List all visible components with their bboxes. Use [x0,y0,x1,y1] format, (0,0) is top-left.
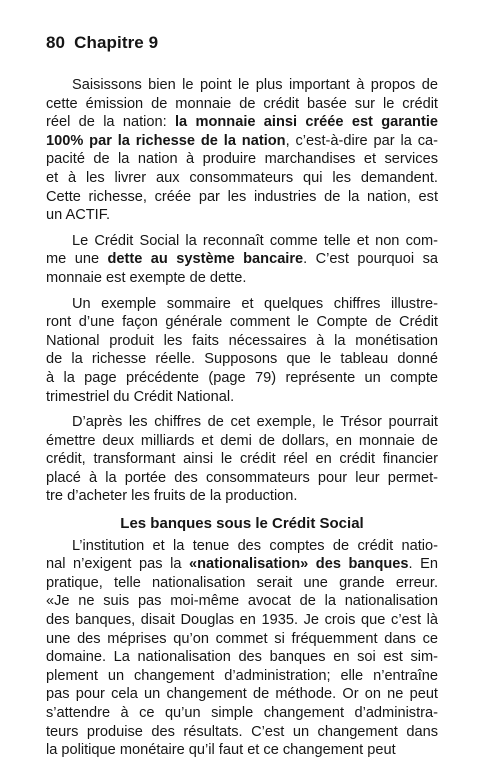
text-line [46,206,438,225]
paragraph [46,76,438,225]
text-line [46,313,438,332]
text-run: émettre deux milliards et demi de dollars, en monnaie de [46,432,438,449]
text-line [46,369,438,388]
section-heading: Les banques sous le Crédit Social [120,515,364,533]
text-line [46,413,438,432]
text-line [46,667,438,686]
text-run: pacité de la nation à produire marchandises et services [46,151,438,168]
text-line [46,76,438,95]
text-run: de la richesse réelle. Supposons que le tableau donné [46,351,438,368]
text-line [46,469,438,488]
text-line [46,432,438,451]
text-run: la politique monétaire qu’il faut et ce changement peut [46,742,396,759]
text-line [46,537,438,556]
text-run: . C’est pourquoi sa [303,251,438,268]
text-run: placé à la portée des consommateurs pour leur permet- [46,469,438,486]
text-run: ront d’une façon générale comment le Compte de Crédit [46,314,438,331]
text-line [46,648,438,667]
text-line [46,487,438,506]
text-run: Cette richesse, créée par les industries de la nation, est [46,188,438,205]
text-run: teurs produise des résultats. C’est un changement dans [46,723,438,740]
text-run: crédit, transformant ainsi le crédit réel en crédit financier [46,451,438,468]
text-line [46,555,438,574]
text-line [46,350,438,369]
text-run: nal n’exigent pas la [46,556,190,573]
text-line [46,232,438,251]
text-line [46,332,438,351]
paragraph [46,295,438,407]
running-header [46,33,158,53]
text-run: L’institution et la tenue des comptes de crédit natio- [72,537,438,554]
text-run: cette émission de monnaie de crédit basée sur le crédit [46,95,438,112]
text-line [46,150,438,169]
text-run: domaine. La nationalisation des banques en soi est sim- [46,649,438,666]
text-run: me une [46,251,108,268]
text-line [46,630,438,649]
text-run: D’après les chiffres de cet exemple, le Trésor pourrait [72,414,438,431]
text-line [46,592,438,611]
text-line [46,113,438,132]
text-line [46,741,438,760]
text-run: , c’est-à-dire par la ca- [285,132,438,149]
text-line [46,250,438,269]
bold-text: «nationalisation» des banques [189,556,409,573]
text-line [46,388,438,407]
page-number: 80 [46,33,66,52]
text-run: réel de la nation: [46,114,175,131]
text-line [46,269,438,288]
paragraph [46,232,438,288]
text-run: une des méprises qu’on commet si fréquemment dans ce [46,630,438,647]
text-line [46,132,438,151]
text-line [46,704,438,723]
text-run: National produit les faits nécessaires à la monétisation [46,332,438,349]
text-run: Saisissons bien le point le plus important à propos de [72,77,438,93]
bold-text: 100% par la richesse de la nation [46,132,286,149]
text-line [46,574,438,593]
text-line [46,685,438,704]
text-line [46,295,438,314]
paragraph [46,413,438,506]
bold-text: la monnaie ainsi créée est garantie [175,114,439,131]
bold-text: dette au système bancaire [107,251,304,268]
text-run: à la page précédente (page 79) représente un compte [46,369,438,386]
text-run: monnaie est exempte de dette. [46,269,247,286]
text-run: un ACTIF. [46,207,111,224]
text-run: et à les livrer aux consommateurs qui les demandent. [46,169,438,186]
paragraph [46,537,438,760]
text-run: pratique, telle nationalisation serait une grande erreur. [46,574,438,591]
text-line [46,188,438,207]
text-run: trimestriel du Crédit National. [46,388,235,405]
text-run: tre d’acheter les fruits de la production. [46,488,298,505]
text-run: des banques, disait Douglas en 1935. Je crois que c’est là [46,612,438,629]
text-run: Le Crédit Social la reconnaît comme telle et non com- [72,232,438,249]
text-run: «Je ne suis pas moi-même avocat de la nationalisation [46,593,438,610]
text-line [46,611,438,630]
text-run: Un exemple sommaire et quelques chiffres illustre- [72,295,438,312]
text-run: . En [408,556,438,573]
text-run: plement un changement d’administration; elle n’entraîne [46,667,438,684]
text-run: s’attendre à ce qu’un simple changement d’administra- [46,705,438,721]
body-text [46,76,438,760]
chapter-title: Chapitre 9 [74,33,159,52]
text-line [46,450,438,469]
text-line [46,95,438,114]
text-line [46,169,438,188]
text-line [46,723,438,742]
text-run: pas pour cela un changement de méthode. Or on ne peut [46,686,438,703]
